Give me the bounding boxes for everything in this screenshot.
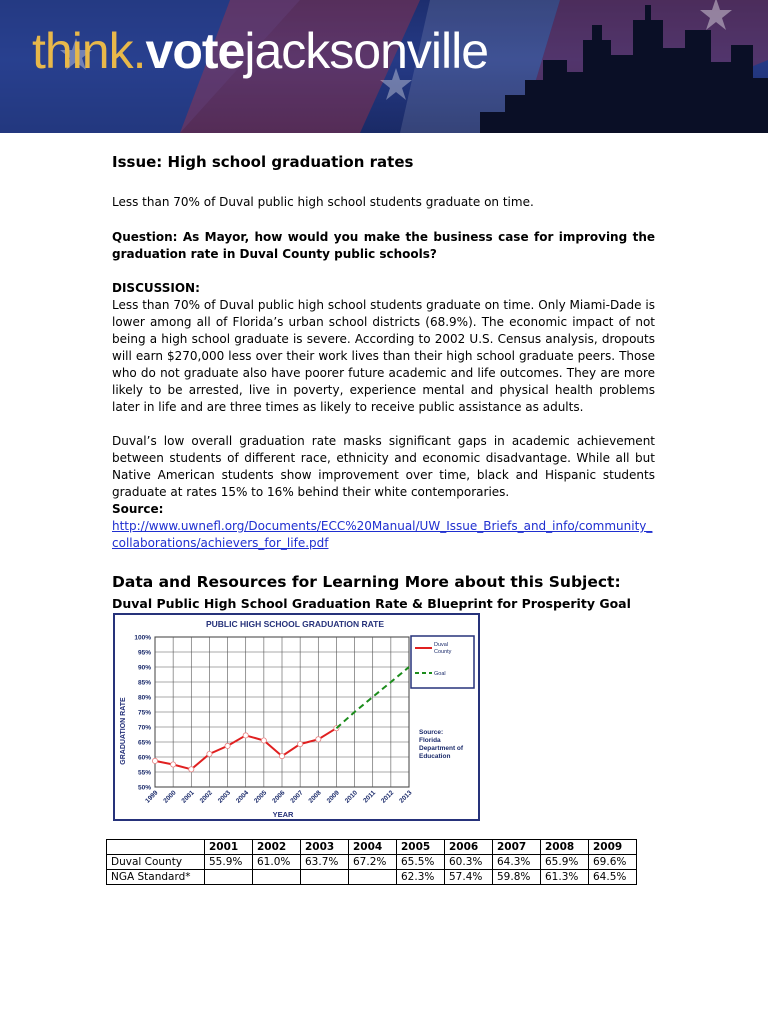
chart-legend xyxy=(411,636,474,688)
source-note-line: Source: xyxy=(419,729,444,736)
table-year-header: 2002 xyxy=(253,840,301,855)
data-point xyxy=(171,762,176,767)
y-tick-label: 50% xyxy=(137,784,151,792)
x-tick-label: 2013 xyxy=(398,789,414,805)
x-tick-label: 2009 xyxy=(325,789,341,805)
table-year-header: 2005 xyxy=(397,840,445,855)
chart-title: PUBLIC HIGH SCHOOL GRADUATION RATE xyxy=(205,619,385,629)
x-tick-label: 2005 xyxy=(253,789,269,805)
x-tick-label: 2003 xyxy=(216,789,232,805)
table-cell: 67.2% xyxy=(349,855,397,870)
source-note-line: Florida xyxy=(419,737,441,744)
table-year-header: 2006 xyxy=(445,840,493,855)
chart-heading: Duval Public High School Graduation Rate & Blueprint for Prosperity Goal xyxy=(112,596,631,611)
chart-ylabel: GRADUATION RATE xyxy=(120,697,127,765)
data-point xyxy=(261,738,266,743)
legend-label-goal: Goal xyxy=(434,671,446,677)
data-point xyxy=(207,751,212,756)
x-tick-label: 2012 xyxy=(380,789,396,805)
data-point xyxy=(225,743,230,748)
x-tick-label: 2006 xyxy=(271,789,287,805)
table-year-header: 2007 xyxy=(493,840,541,855)
x-tick-label: 2011 xyxy=(362,789,378,805)
discussion-block xyxy=(112,280,655,552)
table-year-header: 2003 xyxy=(301,840,349,855)
intro-text: Less than 70% of Duval public high school students graduate on time. xyxy=(112,195,534,209)
table-row xyxy=(107,855,637,870)
table-cell: 59.8% xyxy=(493,870,541,885)
table-corner-cell xyxy=(107,840,205,855)
data-point xyxy=(152,758,157,763)
data-point xyxy=(298,742,303,747)
table-row-label: Duval County xyxy=(107,855,205,870)
chart-xlabel: YEAR xyxy=(272,810,294,819)
issue-label: Issue xyxy=(112,153,157,171)
x-tick-label: 2004 xyxy=(234,789,251,805)
y-tick-label: 80% xyxy=(137,694,151,702)
logo-think: think xyxy=(32,23,133,79)
site-logo xyxy=(32,22,488,80)
data-point xyxy=(279,754,284,759)
y-tick-label: 85% xyxy=(137,679,151,687)
discussion-heading: DISCUSSION: xyxy=(112,281,200,295)
source-label: Source: xyxy=(112,502,164,516)
table-cell: 61.0% xyxy=(253,855,301,870)
table-cell: 57.4% xyxy=(445,870,493,885)
table-cell: 55.9% xyxy=(205,855,253,870)
issue-title: : High school graduation rates xyxy=(156,153,414,171)
y-tick-label: 90% xyxy=(137,664,151,672)
discussion-paragraph-1: Less than 70% of Duval public high school students graduate on time. Only Miami-Dade is lower among all of Florida’s urban school districts (68.9%). The economic impact of not being a high school graduate is severe. According to 2002 U.S. Census analysis, dropouts will earn $270,000 less over their work lives than their high school graduate peers. Those who do not graduate also have poorer future academic and life outcomes. They are more likely to be arrested, live in poverty, experience mental and physical health problems later in life and are three times as likely to receive public assistance as adults. xyxy=(112,298,655,414)
table-cell: 63.7% xyxy=(301,855,349,870)
source-note-line: Education xyxy=(419,753,451,760)
discussion-paragraph-2: Duval’s low overall graduation rate masks significant gaps in academic achievement between students of different race, ethnicity and economic disadvantage. While all but Native American students show improvement over time, black and Hispanic students graduate at rates 15% to 16% behind their white contemporaries. xyxy=(112,434,655,499)
table-cell: 64.5% xyxy=(589,870,637,885)
data-point xyxy=(243,733,248,738)
table-cell xyxy=(205,870,253,885)
table-year-header: 2001 xyxy=(205,840,253,855)
resources-heading: Data and Resources for Learning More about this Subject: xyxy=(112,573,621,591)
intro-paragraph xyxy=(112,194,655,211)
data-point xyxy=(189,767,194,772)
table-cell: 65.5% xyxy=(397,855,445,870)
table-cell: 64.3% xyxy=(493,855,541,870)
y-tick-label: 100% xyxy=(134,634,151,642)
table-cell: 69.6% xyxy=(589,855,637,870)
logo-dot: . xyxy=(132,23,146,79)
chart-svg xyxy=(113,613,480,821)
graduation-rate-chart xyxy=(113,613,480,821)
x-tick-label: 2008 xyxy=(307,789,323,805)
x-tick-label: 2007 xyxy=(289,789,305,805)
header-banner xyxy=(0,0,768,133)
issue-heading xyxy=(112,153,413,171)
table-row xyxy=(107,870,637,885)
source-link[interactable]: http://www.uwnefl.org/Documents/ECC%20Manual/UW_Issue_Briefs_and_info/community_collaborations/achievers_for_life.pdf xyxy=(112,519,653,550)
table-cell: 62.3% xyxy=(397,870,445,885)
x-tick-label: 2000 xyxy=(162,789,178,805)
table-header-row xyxy=(107,840,637,855)
logo-vote: vote xyxy=(145,23,245,79)
data-point xyxy=(316,737,321,742)
spacer xyxy=(112,416,655,433)
legend-label-county: County xyxy=(434,649,452,655)
question-block xyxy=(112,229,655,263)
y-tick-label: 55% xyxy=(137,769,151,777)
y-tick-label: 65% xyxy=(137,739,151,747)
table-cell: 65.9% xyxy=(541,855,589,870)
legend-label-duval: Duval xyxy=(434,642,449,648)
table-row-label: NGA Standard* xyxy=(107,870,205,885)
logo-city: jacksonville xyxy=(244,23,489,79)
table-cell xyxy=(349,870,397,885)
table-year-header: 2008 xyxy=(541,840,589,855)
table-cell: 60.3% xyxy=(445,855,493,870)
x-tick-label: 1999 xyxy=(144,789,160,805)
y-tick-label: 95% xyxy=(137,649,151,657)
table-year-header: 2009 xyxy=(589,840,637,855)
table-year-header: 2004 xyxy=(349,840,397,855)
x-tick-label: 2001 xyxy=(180,789,196,805)
x-tick-label: 2002 xyxy=(198,789,214,805)
y-tick-label: 60% xyxy=(137,754,151,762)
y-tick-label: 70% xyxy=(137,724,151,732)
table-cell: 61.3% xyxy=(541,870,589,885)
table-cell xyxy=(301,870,349,885)
y-tick-label: 75% xyxy=(137,709,151,717)
x-tick-label: 2010 xyxy=(343,789,359,805)
table-cell xyxy=(253,870,301,885)
question-text: Question: As Mayor, how would you make the business case for improving the graduation rate in Duval County public schools? xyxy=(112,230,655,261)
graduation-rate-table xyxy=(106,839,637,885)
source-note-line: Department of xyxy=(419,745,464,752)
